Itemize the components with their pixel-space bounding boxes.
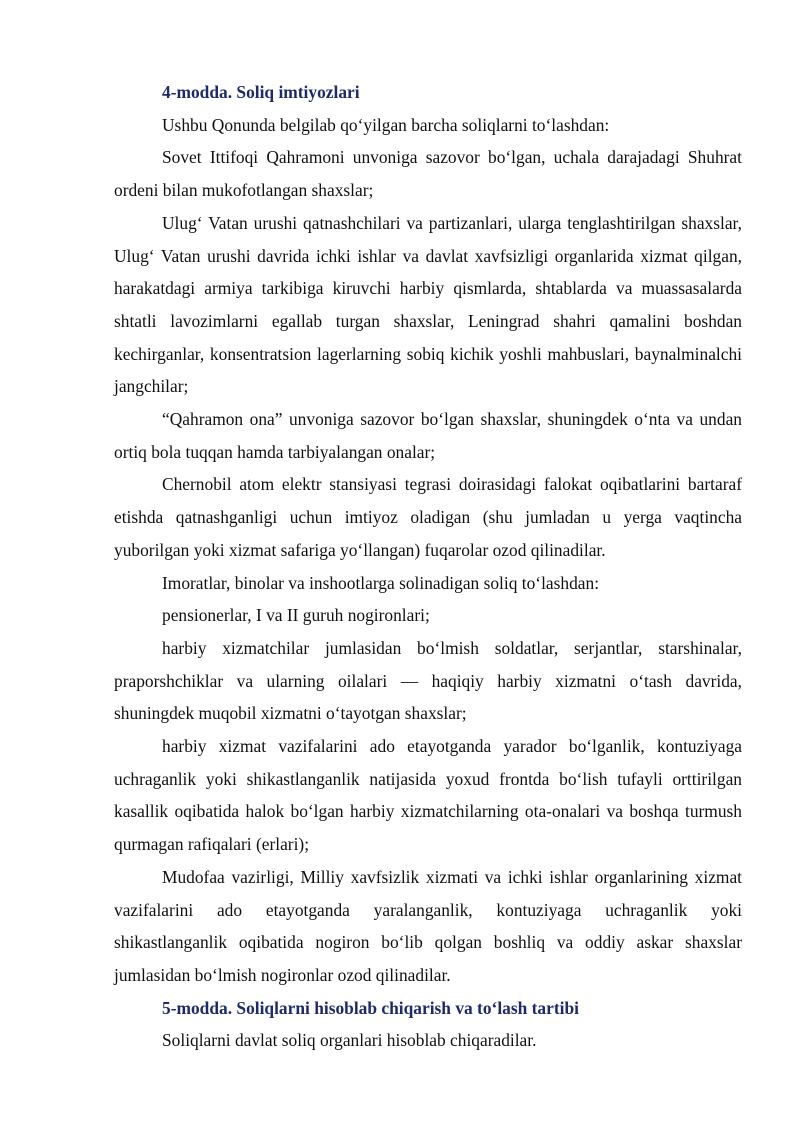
paragraph: Imoratlar, binolar va inshootlarga solinadigan soliq to‘lashdan:	[162, 572, 600, 593]
section-5-heading: 5-modda. Soliqlarni hisoblab chiqarish va to‘lash tartibi	[162, 997, 579, 1018]
paragraph: Soliqlarni davlat soliq organlari hisoblab chiqaradilar.	[162, 1030, 537, 1051]
paragraph: Mudofaa vazirligi, Milliy xavfsizlik xizmati va ichki ishlar organlarining xizmat vazifalarini ado etayotganda yaralanganlik, kontuziyaga uchraganlik yoki shikastlanganlik oqibatida nogiron bo‘lib qolgan boshliq va oddiy askar shaxslar jumlasidan bo‘lmish nogironlar ozod qilinadilar.	[114, 866, 742, 985]
document-page	[114, 76, 742, 1057]
paragraph: Ushbu Qonunda belgilab qo‘yilgan barcha soliqlarni to‘lashdan:	[162, 114, 610, 135]
paragraph: pensionerlar, I va II guruh nogironlari;	[162, 605, 430, 626]
paragraph: harbiy xizmatchilar jumlasidan bo‘lmish soldatlar, serjantlar, starshinalar, praporshchiklar va ularning oilalari — haqiqiy harbiy xizmatni o‘tash davrida, shuningdek muqobil xizmatni o‘tayotgan shaxslar;	[114, 637, 742, 724]
paragraph: Chernobil atom elektr stansiyasi tegrasi doirasidagi falokat oqibatlarini bartaraf etishda qatnashganligi uchun imtiyoz oladigan (shu jumladan u yerga vaqtincha yuborilgan yoki xizmat safariga yo‘llangan) fuqarolar ozod qilinadilar.	[114, 474, 742, 560]
section-4-heading: 4-modda. Soliq imtiyozlari	[162, 82, 360, 102]
paragraph: harbiy xizmat vazifalarini ado etayotganda yarador bo‘lganlik, kontuziyaga uchraganlik yoki shikastlanganlik natijasida yoxud frontda bo‘lish tufayli orttirilgan kasallik oqibatida halok bo‘lgan harbiy xizmatchilarning ota-onalari va boshqa turmush qurmagan rafiqalari (erlari);	[114, 736, 742, 855]
paragraph: Ulug‘ Vatan urushi qatnashchilari va partizanlari, ularga tenglashtirilgan shaxslar, Ulug‘ Vatan urushi davrida ichki ishlar va davlat xavfsizligi organlarida xizmat qilgan, harakatdagi armiya tarkibiga kiruvchi harbiy qismlarda, shtablarda va muassasalarda shtatli lavozimlarni egallab turgan shaxslar, Leningrad shahri qamalini boshdan kechirganlar, konsentratsion lagerlarning sobiq kichik yoshli mahbuslari, baynalminalchi jangchilar;	[114, 212, 742, 397]
paragraph: “Qahramon ona” unvoniga sazovor bo‘lgan shaxslar, shuningdek o‘nta va undan ortiq bola tuqqan hamda tarbiyalangan onalar;	[114, 409, 742, 462]
paragraph: Sovet Ittifoqi Qahramoni unvoniga sazovor bo‘lgan, uchala darajadagi Shuhrat ordeni bilan mukofotlangan shaxslar;	[114, 147, 742, 201]
